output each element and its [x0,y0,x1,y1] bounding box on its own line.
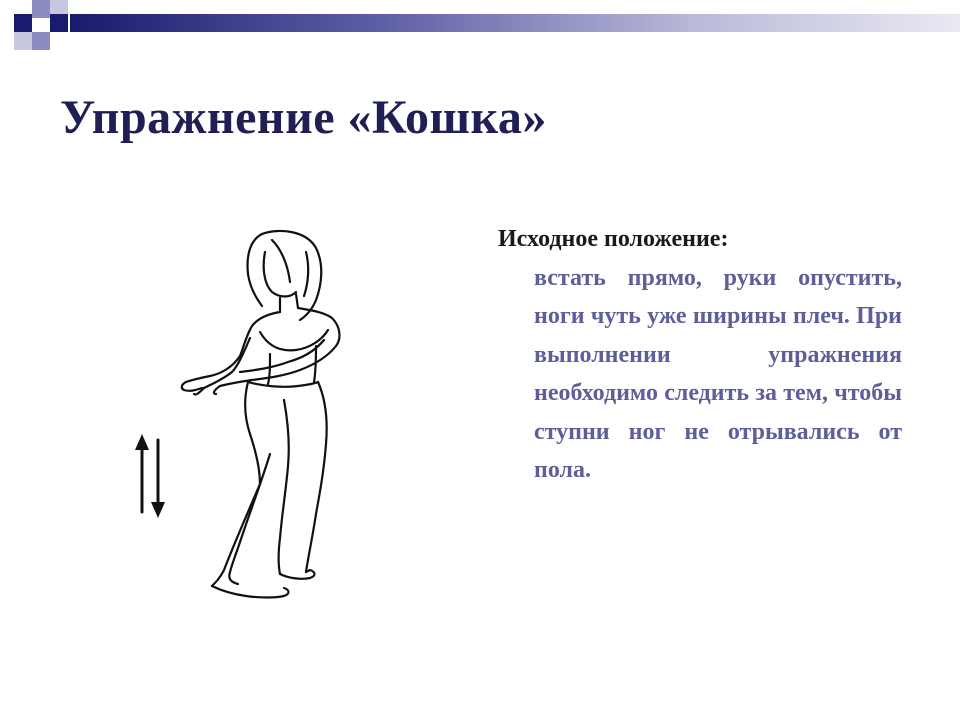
deco-square [14,32,32,50]
exercise-figure [120,222,360,617]
deco-square [50,14,68,32]
instruction-heading: Исходное положение: [498,226,729,252]
deco-square [32,0,50,18]
up-down-arrows-icon [128,432,176,520]
instruction-text-block [498,220,902,490]
instruction-description: встать прямо, руки опустить, ноги чуть уже ширины плеч. При выполнении упражнения необходимо следить за тем, чтобы ступни ног не отрывались от пола. [534,264,902,483]
standing-woman-illustration-icon [120,222,360,617]
deco-square [14,14,32,32]
deco-square [32,32,50,50]
slide-title: Упражнение «Кошка» [60,91,547,144]
header-decoration [0,0,960,60]
header-gradient-bar [70,14,960,32]
